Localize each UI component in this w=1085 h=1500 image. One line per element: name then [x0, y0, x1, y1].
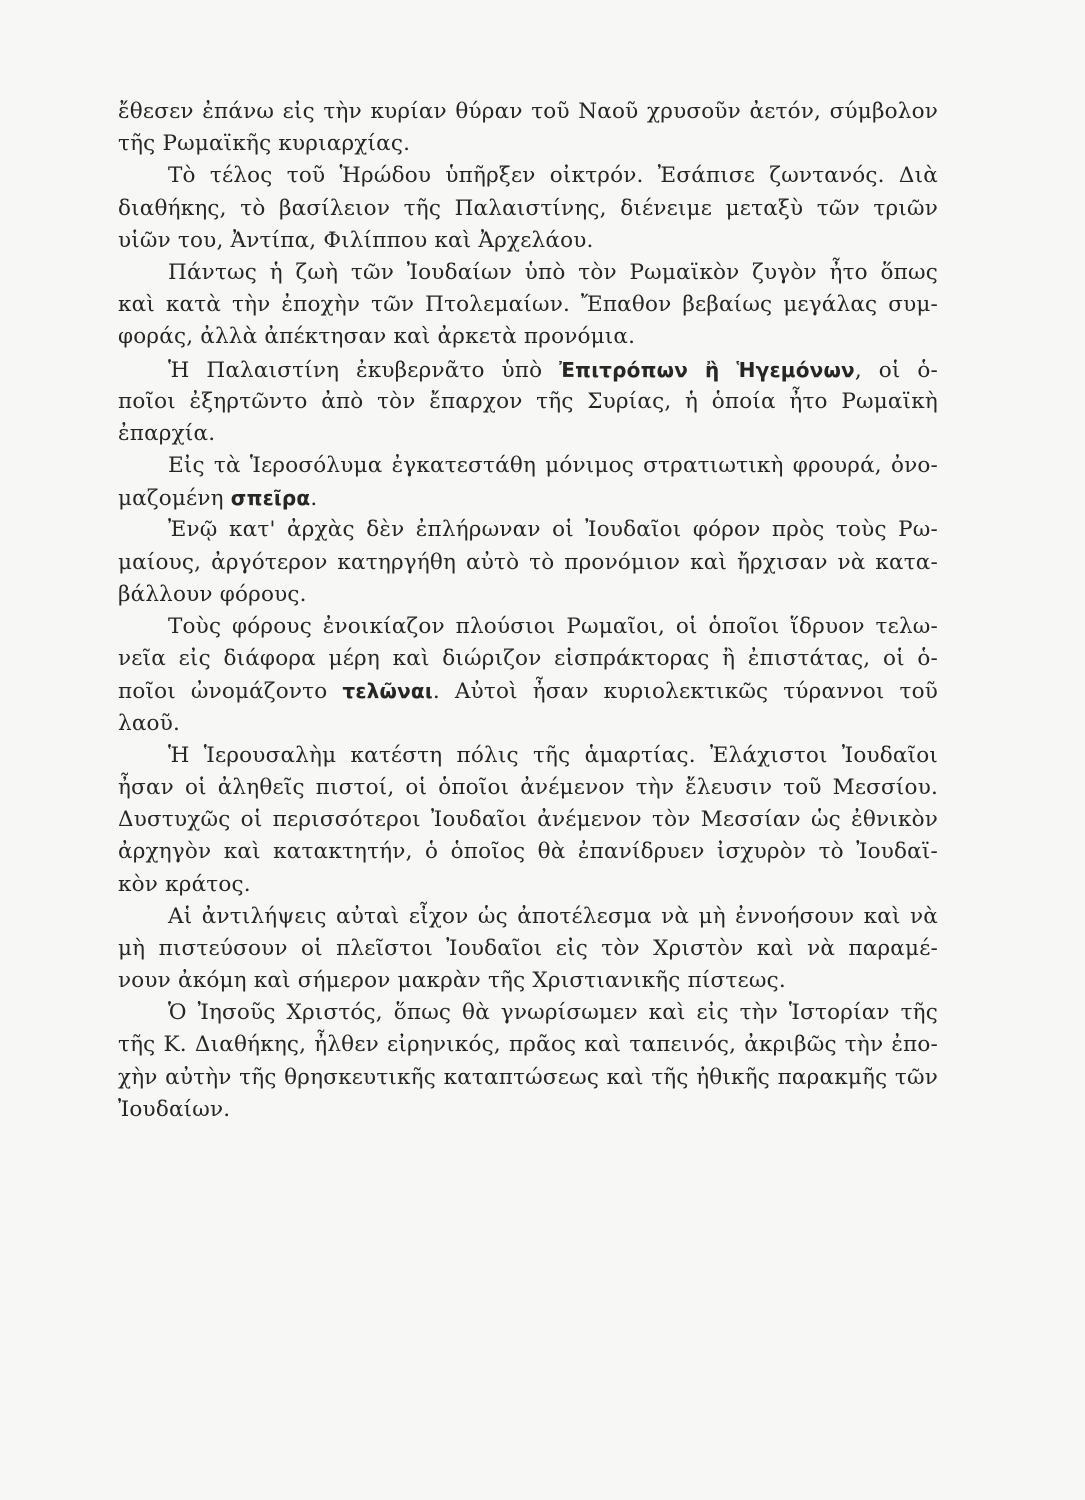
- text-segment: , οἱ ὁ-: [854, 357, 938, 383]
- bold-term: Ἐπιτρόπων ἢ Ἡγεμόνων: [559, 357, 855, 382]
- text-line: Εἰς τὰ Ἱεροσόλυμα ἐγκατεστάθη μόνιμος στρατιωτικὴ φρουρά, ὀνο-: [168, 453, 938, 479]
- text-line: [118, 482, 938, 514]
- text-line: τῆς Κ. Διαθήκης, ἦλθεν εἰρηνικός, πρᾶος καὶ ταπεινός, ἀκριβῶς τὴν ἐπο-: [118, 1032, 938, 1058]
- text-line: διαθήκης, τὸ βασίλειον τῆς Παλαιστίνης, διένειμε μεταξὺ τῶν τριῶν: [118, 195, 938, 221]
- text-line: ἦσαν οἱ ἀληθεῖς πιστοί, οἱ ὁποῖοι ἀνέμενον τὴν ἔλευσιν τοῦ Μεσσίου.: [118, 774, 938, 800]
- bold-term: τελῶναι: [342, 679, 433, 704]
- text-line: τῆς Ρωμαϊκῆς κυριαρχίας.: [118, 131, 411, 157]
- text-line: μαίους, ἀργότερον κατηργήθη αὐτὸ τὸ προνόμιον καὶ ἤρχισαν νὰ κατα-: [118, 549, 938, 575]
- text-segment: ποῖοι ὠνομάζοντο: [118, 679, 343, 705]
- text-line: ἀρχηγὸν καὶ κατακτητήν, ὁ ὁποῖος θὰ ἐπανίδρυεν ἰσχυρὸν τὸ Ἰουδαϊ-: [118, 839, 938, 865]
- text-line: Ὁ Ἰησοῦς Χριστός, ὅπως θὰ γνωρίσωμεν καὶ εἰς τὴν Ἱστορίαν τῆς: [168, 1000, 938, 1026]
- text-line: νουν ἀκόμη καὶ σήμερον μακρὰν τῆς Χριστιανικῆς πίστεως.: [118, 968, 786, 994]
- text-line: νεῖα εἰς διάφορα μέρη καὶ διώριζον εἰσπράκτορας ἢ ἐπιστάτας, οἱ ὁ-: [118, 646, 938, 672]
- text-segment: μαζομένη: [118, 486, 231, 512]
- text-line: υἱῶν του, Ἀντίπα, Φιλίππου καὶ Ἀρχελάου.: [118, 227, 594, 253]
- text-line: καὶ κατὰ τὴν ἐποχὴν τῶν Πτολεμαίων. Ἔπαθον βεβαίως μεγάλας συμ-: [118, 292, 938, 318]
- text-line: λαοῦ.: [118, 710, 180, 736]
- text-line: βάλλουν φόρους.: [118, 581, 307, 607]
- text-line: Αἱ ἀντιλήψεις αὐταὶ εἶχον ὡς ἀποτέλεσμα νὰ μὴ ἐννοήσουν καὶ νὰ: [168, 903, 938, 929]
- text-line: Τὸ τέλος τοῦ Ἡρώδου ὑπῆρξεν οἰκτρόν. Ἐσάπισε ζωντανός. Διὰ: [168, 163, 938, 189]
- text-segment: . Αὐτοὶ ἦσαν κυριολεκτικῶς τύραννοι τοῦ: [432, 679, 938, 705]
- text-line: Ἡ Ἱερουσαλὴμ κατέστη πόλις τῆς ἁμαρτίας. Ἐλάχιστοι Ἰουδαῖοι: [168, 742, 938, 768]
- text-line: ἐπαρχία.: [118, 420, 216, 446]
- text-line: Τοὺς φόρους ἐνοικίαζον πλούσιοι Ρωμαῖοι, οἱ ὁποῖοι ἵδρυον τελω-: [168, 614, 938, 639]
- text-line: κὸν κράτος.: [118, 871, 251, 897]
- text-line: Δυστυχῶς οἱ περισσότεροι Ἰουδαῖοι ἀνέμενον τὸν Μεσσίαν ὡς ἐθνικὸν: [118, 807, 938, 833]
- text-line: Ἰουδαίων.: [118, 1096, 231, 1122]
- text-segment: .: [310, 486, 318, 512]
- text-line: [118, 354, 938, 386]
- text-line: [118, 675, 938, 707]
- text-line: μὴ πιστεύσουν οἱ πλεῖστοι Ἰουδαῖοι εἰς τὸν Χριστὸν καὶ νὰ παραμέ-: [118, 935, 938, 961]
- bold-term: σπεῖρα: [230, 486, 311, 511]
- text-line: Πάντως ἡ ζωὴ τῶν Ἰουδαίων ὑπὸ τὸν Ρωμαϊκὸν ζυγὸν ἦτο ὅπως: [168, 259, 938, 285]
- text-line: ἔθεσεν ἐπάνω εἰς τὴν κυρίαν θύραν τοῦ Ναοῦ χρυσοῦν ἀετόν, σύμβολον: [118, 99, 938, 124]
- text-line: Ἐνῷ κατ' ἀρχὰς δὲν ἐπλήρωναν οἱ Ἰουδαῖοι φόρον πρὸς τοὺς Ρω-: [168, 517, 938, 543]
- text-segment: Ἡ Παλαιστίνη ἐκυβερνᾶτο ὑπὸ: [168, 357, 560, 383]
- text-line: χὴν αὐτὴν τῆς θρησκευτικῆς καταπτώσεως καὶ τῆς ἠθικῆς παρακμῆς τῶν: [118, 1064, 938, 1090]
- text-line: φοράς, ἀλλὰ ἀπέκτησαν καὶ ἀρκετὰ προνόμια.: [118, 324, 636, 350]
- text-line: ποῖοι ἐξηρτῶντο ἀπὸ τὸν ἔπαρχον τῆς Συρίας, ἡ ὁποία ἦτο Ρωμαϊκὴ: [118, 388, 938, 414]
- page-text-block: [118, 96, 938, 1126]
